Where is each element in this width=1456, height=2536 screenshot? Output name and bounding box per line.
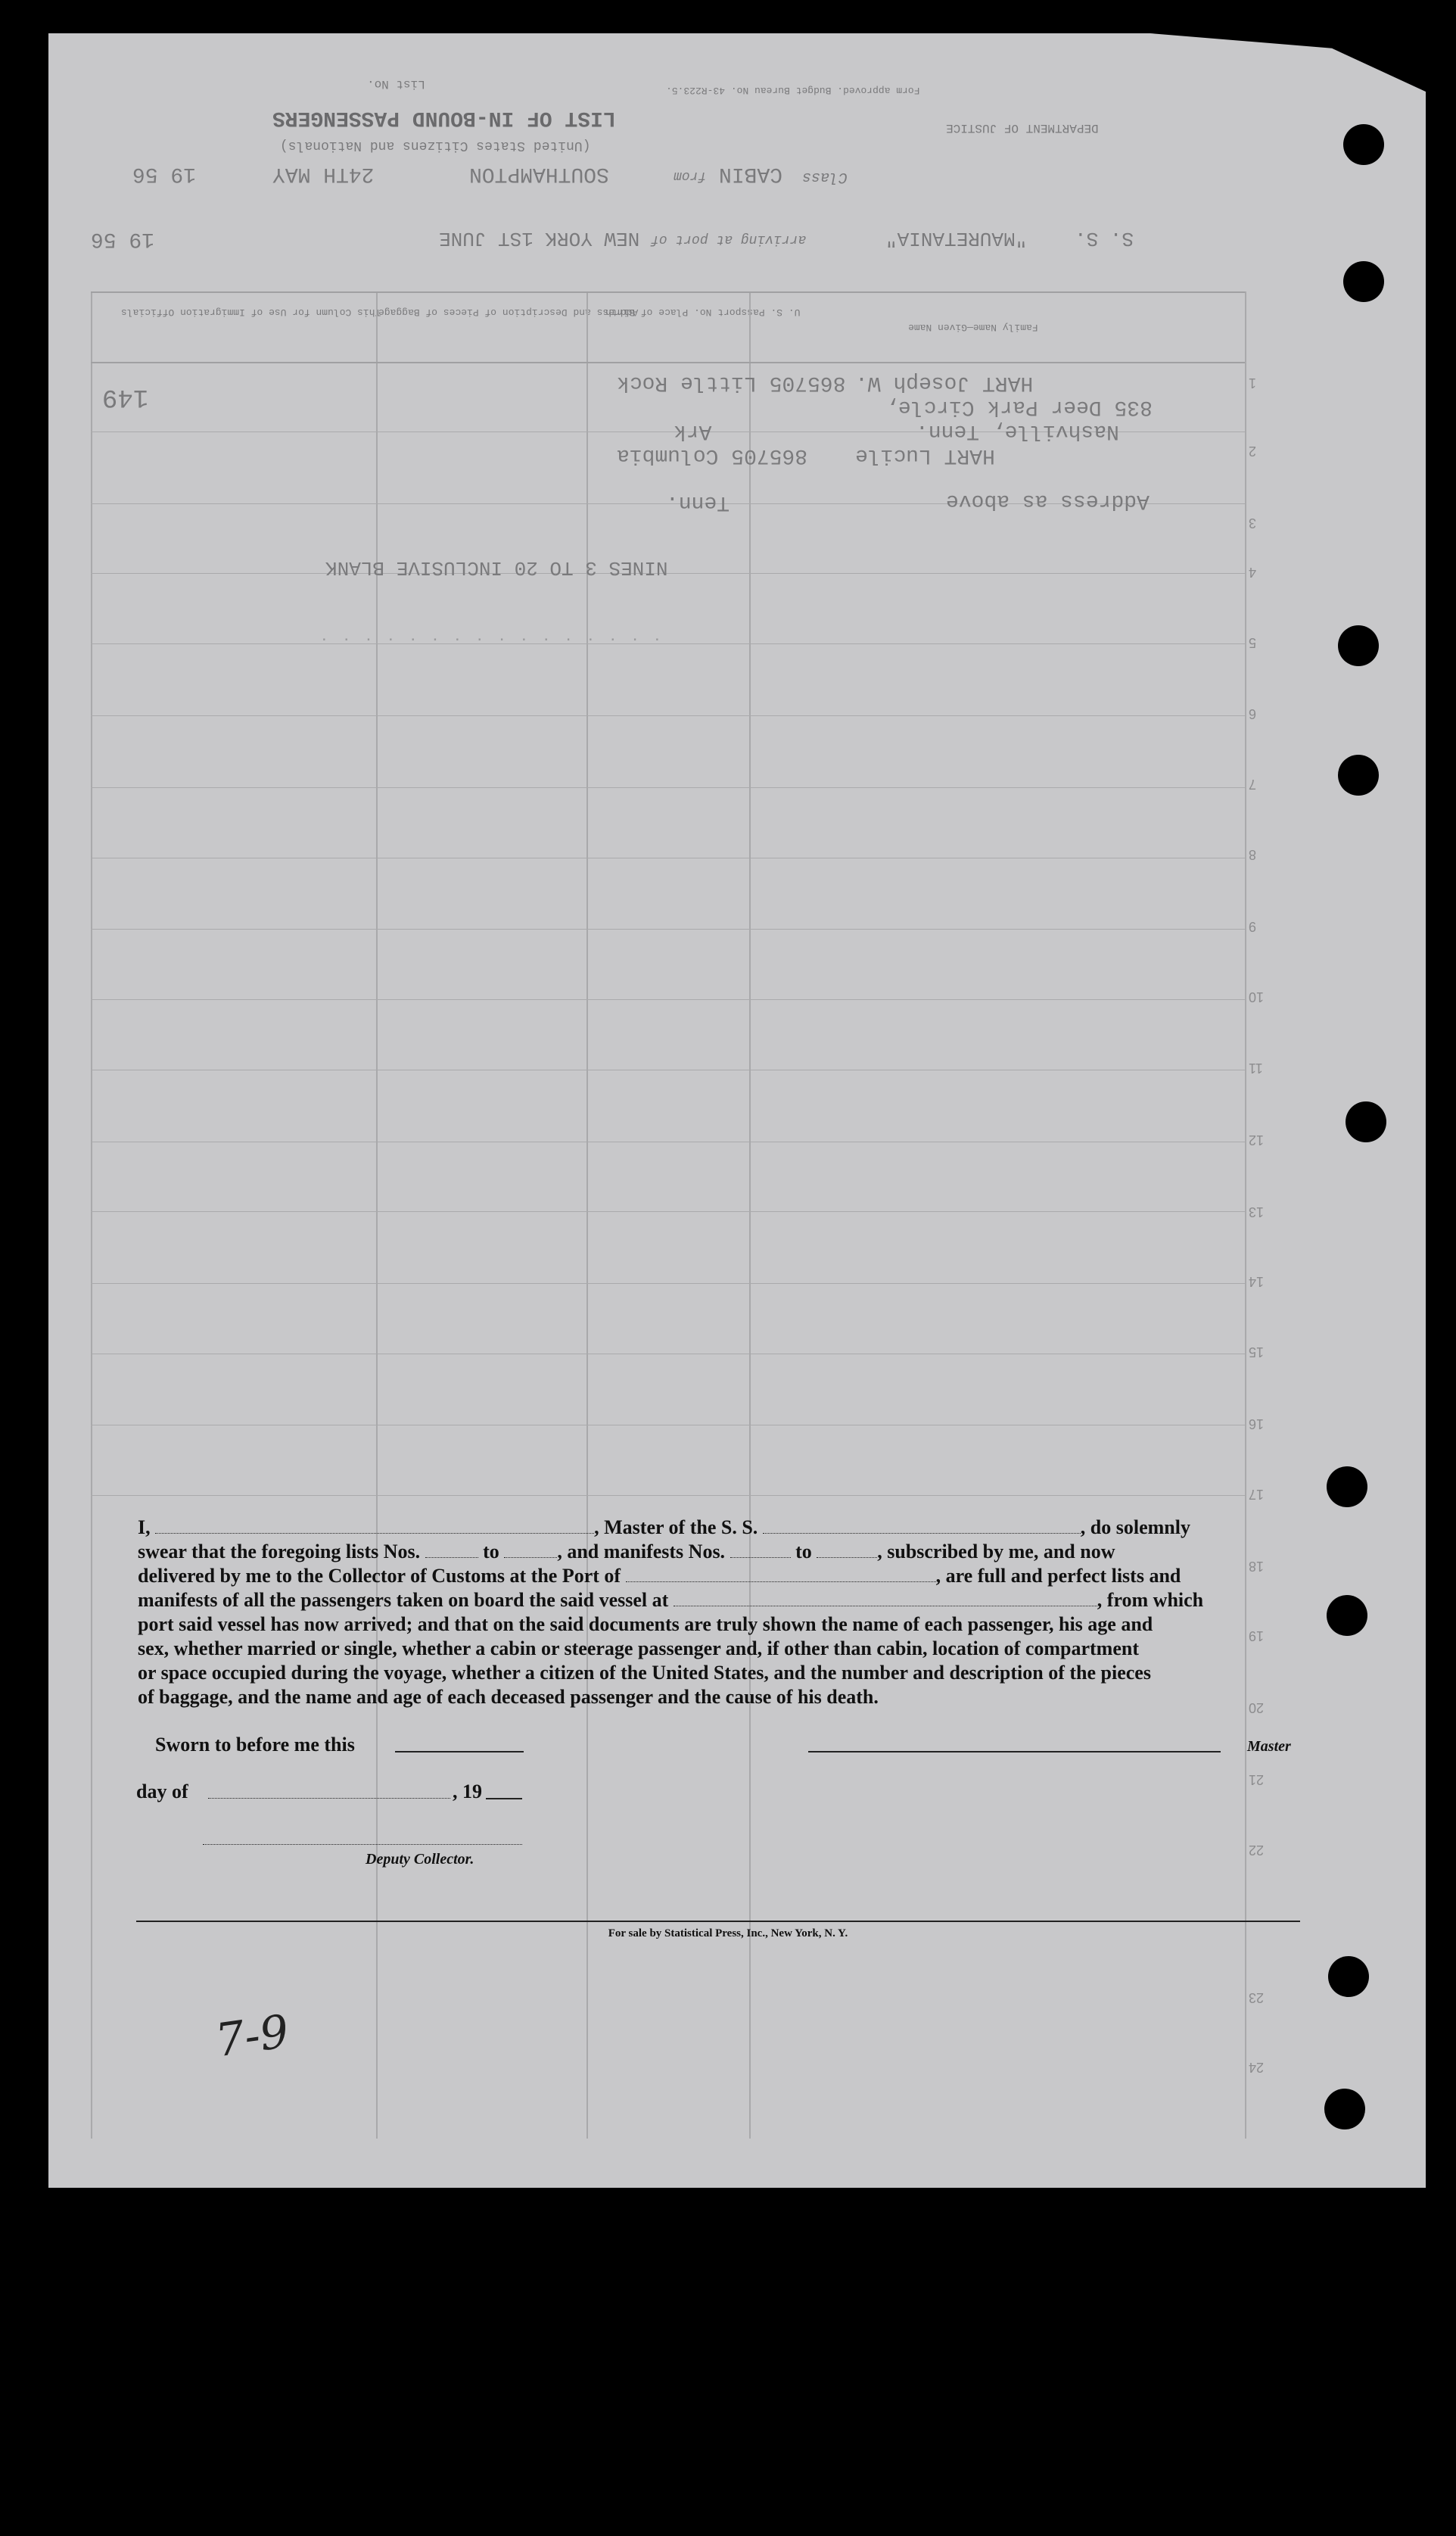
punch-hole	[1346, 1101, 1386, 1142]
mirrored-year2: 19 56	[91, 227, 155, 251]
oath-line-2	[138, 1540, 1299, 1564]
column-divider	[749, 291, 751, 2139]
mirrored-entry: 149	[102, 382, 149, 411]
row-number: 9	[1249, 919, 1257, 934]
deputy-collector-label: Deputy Collector.	[366, 1851, 474, 1868]
row-number: 6	[1249, 706, 1257, 721]
deputy-signature-field[interactable]	[203, 1844, 522, 1845]
row-number: 16	[1249, 1416, 1265, 1432]
mirrored-list-no: List No.	[367, 77, 425, 91]
mirrored-entry: 865705 Little Rock	[617, 371, 846, 394]
mirrored-col-official: This Column for Use of Immigration Officials	[121, 307, 381, 318]
mirrored-col-name: Family Name—Given Name	[908, 322, 1038, 333]
year-label: , 19	[453, 1780, 482, 1802]
oath-do-solemnly: , do solemnly	[1080, 1516, 1190, 1538]
row-number: 23	[1249, 1990, 1265, 2005]
master-label: Master	[1247, 1738, 1291, 1755]
row-rule	[91, 787, 1245, 788]
row-rule	[91, 929, 1245, 930]
oath-lists-nos: swear that the foregoing lists Nos.	[138, 1541, 421, 1562]
row-number: 21	[1249, 1772, 1265, 1787]
row-rule	[91, 999, 1245, 1000]
oath-line-8: of baggage, and the name and age of each deceased passenger and the cause of his death.	[138, 1686, 879, 1708]
mirrored-subtitle: (United States Citizens and Nationals)	[280, 138, 591, 153]
mirrored-arriving-value: NEW YORK 1ST JUNE	[439, 227, 640, 250]
row-rule	[91, 1211, 1245, 1212]
oath-line-3	[138, 1564, 1299, 1588]
oath-master-of: , Master of the S. S.	[594, 1516, 758, 1538]
row-number: 8	[1249, 847, 1257, 862]
row-number: 11	[1249, 1061, 1263, 1076]
mirrored-year1: 19 56	[132, 162, 197, 185]
list-from-field[interactable]	[425, 1542, 478, 1558]
mirrored-entry: Tenn.	[666, 491, 730, 514]
handwritten-note: 7-9	[212, 2005, 293, 2068]
manifest-to-field[interactable]	[817, 1542, 877, 1558]
oath-from-which: , from which	[1097, 1589, 1204, 1611]
punch-hole	[1324, 2089, 1365, 2129]
punch-hole	[1327, 1595, 1367, 1636]
document-page	[48, 33, 1426, 2188]
punch-hole	[1343, 124, 1384, 165]
mirrored-entry: HART Joseph W.	[855, 371, 1034, 394]
dotted-line: . . . . . . . . . . . . . . . .	[322, 625, 666, 645]
row-rule	[91, 573, 1245, 574]
row-number: 10	[1249, 989, 1265, 1005]
row-number: 15	[1249, 1344, 1265, 1360]
oath-collector: delivered by me to the Collector of Customs at the Port of	[138, 1565, 621, 1587]
vessel-name-field[interactable]	[763, 1518, 1081, 1534]
mirrored-from: SOUTHAMPTON	[469, 162, 609, 185]
row-number: 7	[1249, 777, 1257, 792]
mirrored-entry: 835 Deer Park Circle,	[885, 395, 1153, 419]
row-number: 18	[1249, 1559, 1265, 1574]
oath-to-2: to	[795, 1541, 812, 1562]
oath-i: I,	[138, 1516, 151, 1538]
row-number: 3	[1249, 516, 1257, 531]
mirrored-title: LIST OF IN-BOUND PASSENGERS	[272, 106, 616, 129]
year-field[interactable]	[486, 1798, 522, 1799]
oath-paragraph	[138, 1516, 1299, 1709]
manifest-from-field[interactable]	[730, 1542, 791, 1558]
row-rule	[91, 1283, 1245, 1284]
oath-line-1	[138, 1516, 1299, 1540]
day-of-label: day of	[136, 1780, 188, 1802]
mirrored-class-label: Class	[802, 168, 848, 185]
oath-line-5: port said vessel has now arrived; and that on the said documents are truly shown the name of each passenger, his age and	[138, 1613, 1153, 1635]
row-number: 20	[1249, 1700, 1265, 1715]
oath-line-4	[138, 1588, 1299, 1612]
row-number: 12	[1249, 1132, 1265, 1148]
oath-to: to	[483, 1541, 499, 1562]
row-number: 1	[1249, 375, 1257, 391]
row-number: 19	[1249, 1628, 1265, 1643]
mirrored-vessel: "MAURETANIA"	[885, 227, 1028, 250]
mirrored-form-no: Form approved. Budget Bureau No. 43-R223.5.	[666, 85, 920, 96]
mirrored-entry: NINES 3 TO 20 INCLUSIVE BLANK	[325, 556, 668, 579]
row-number: 14	[1249, 1274, 1265, 1289]
row-number: 13	[1249, 1204, 1265, 1220]
row-rule	[91, 643, 1245, 644]
departure-port-field[interactable]	[674, 1590, 1097, 1606]
oath-subscribed: , subscribed by me, and now	[877, 1541, 1115, 1562]
master-name-field[interactable]	[155, 1518, 594, 1534]
master-signature-field[interactable]	[808, 1751, 1221, 1752]
mirrored-from-label: from	[674, 168, 707, 183]
column-divider	[91, 291, 92, 2139]
mirrored-arriving-label: arriving at port of	[651, 232, 807, 247]
header-rule	[91, 291, 1245, 293]
mirrored-vessel-prefix: S. S.	[1075, 227, 1134, 250]
mirrored-dept: DEPARTMENT OF JUSTICE	[946, 121, 1099, 135]
list-to-field[interactable]	[504, 1542, 557, 1558]
header-rule	[91, 362, 1245, 363]
mirrored-class-value: CABIN	[719, 162, 783, 185]
oath-and-manifests: , and manifests Nos.	[557, 1541, 726, 1562]
mirrored-entry: Ark	[674, 419, 712, 443]
oath-line-7: or space occupied during the voyage, whether a citizen of the United States, and the number and description of the pieces	[138, 1662, 1151, 1684]
row-number: 4	[1249, 565, 1257, 580]
oath-manifests: manifests of all the passengers taken on board the said vessel at	[138, 1589, 669, 1611]
mirrored-entry: 865705 Columbia	[617, 444, 808, 467]
row-number: 22	[1249, 1843, 1265, 1858]
mirrored-col-address: Address and Description of Pieces of Baggage	[378, 307, 639, 318]
sworn-label: Sworn to before me this	[155, 1734, 355, 1756]
footer-rule	[136, 1921, 1300, 1922]
column-divider	[1245, 291, 1246, 2139]
day-of-field[interactable]	[208, 1798, 450, 1799]
sworn-date-field[interactable]	[395, 1751, 524, 1752]
punch-hole	[1338, 755, 1379, 796]
footer-text: For sale by Statistical Press, Inc., New York, N. Y.	[608, 1927, 848, 1939]
row-number: 24	[1249, 2060, 1265, 2075]
row-number: 5	[1249, 635, 1257, 650]
punch-hole	[1328, 1956, 1369, 1997]
row-number: 17	[1249, 1487, 1265, 1502]
mirrored-entry: HART Lucile	[855, 444, 995, 467]
row-number: 2	[1249, 444, 1257, 459]
punch-hole	[1338, 625, 1379, 666]
row-rule	[91, 715, 1245, 716]
mirrored-col-passport: U. S. Passport No. Place of Birth	[605, 307, 801, 318]
port-field[interactable]	[626, 1566, 936, 1582]
punch-hole	[1343, 261, 1384, 302]
mirrored-date: 24TH MAY	[272, 162, 375, 185]
row-rule	[91, 1495, 1245, 1496]
mirrored-entry: Nashville, Tenn.	[916, 419, 1119, 443]
punch-hole	[1327, 1466, 1367, 1507]
oath-line-6: sex, whether married or single, whether a cabin or steerage passenger and, if other than cabin, location of compartment	[138, 1637, 1139, 1659]
mirrored-entry: Address as above	[946, 489, 1150, 512]
oath-full-perfect: , are full and perfect lists and	[935, 1565, 1181, 1587]
